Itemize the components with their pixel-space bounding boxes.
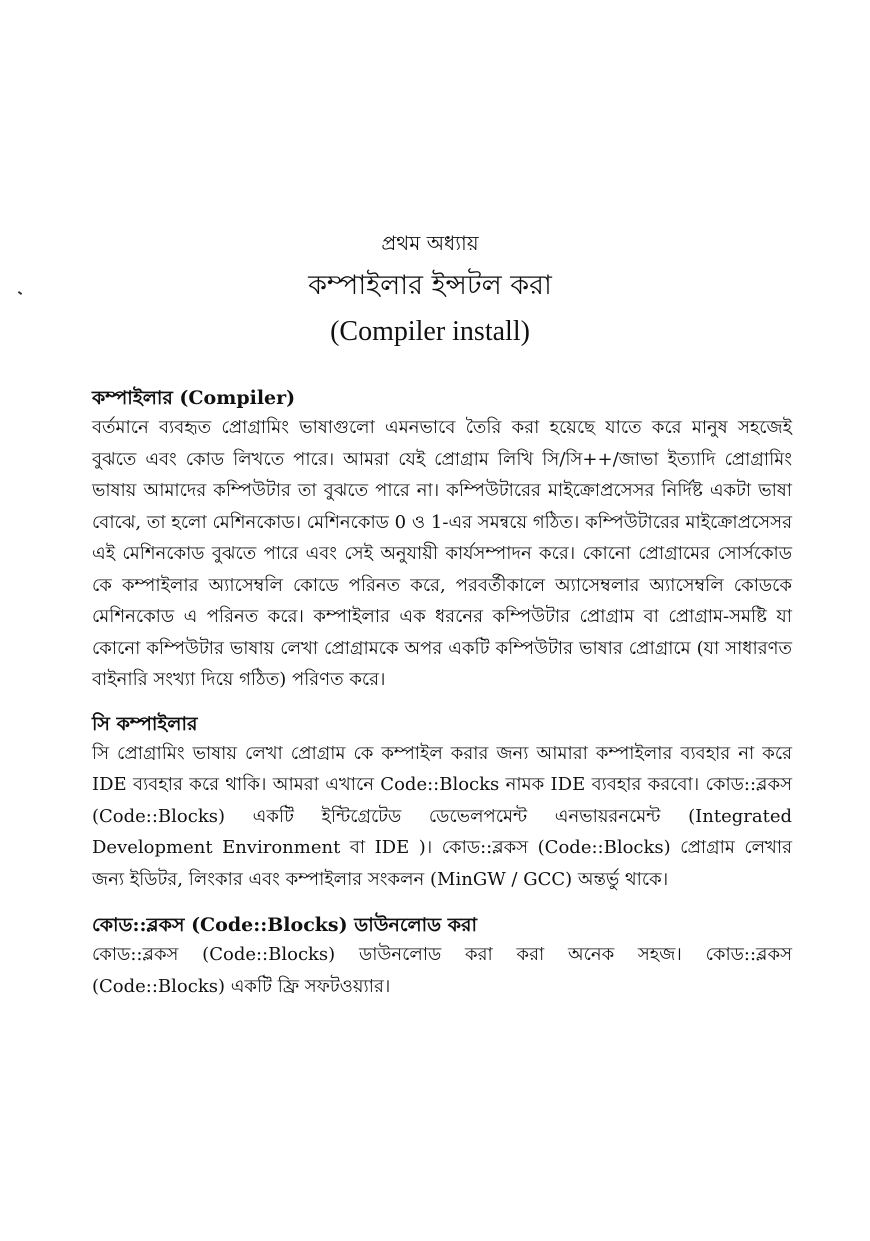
section-heading-c-compiler: সি কম্পাইলার bbox=[92, 712, 198, 735]
chapter-title-english: (Compiler install) bbox=[330, 316, 530, 347]
section-body-compiler: বর্তমানে ব্যবহৃত প্রোগ্রামিং ভাষাগুলো এমনভাবে তৈরি করা হয়েছে যাতে করে মানুষ সহজেই বুঝতে এবং কোড লিখতে পারে। আমরা যেই প্রোগ্রাম লিখি সি/সি++/জাভা ইত্যাদি প্রোগ্রামিং ভাষায় আমাদের কম্পিউটার তা বুঝতে পারে না। কম্পিউটারের মাইক্রোপ্রসেসর নির্দিষ্ট একটা ভাষা বোঝে, তা হলো মেশিনকোড। মেশিনকোড 0 ও 1-এর সমন্বয়ে গঠিত। কম্পিউটারের মাইক্রোপ্রসেসর এই মেশিনকোড বুঝতে পারে এবং সেই অনুযায়ী কার্যসম্পাদন করে। কোনো প্রোগ্রামের সোর্সকোড কে কম্পাইলার অ্যাসেম্বলি কোডে পরিনত করে, পরবর্তীকালে অ্যাসেম্বলার অ্যাসেম্বলি কোডকে মেশিনকোড এ পরিনত করে। কম্পাইলার এক ধরনের কম্পিউটার প্রোগ্রাম বা প্রোগ্রাম-সমষ্টি যা কোনো কম্পিউটার ভাষায় লেখা প্রোগ্রামকে অপর একটি কম্পিউটার ভাষার প্রোগ্রামে (যা সাধারণত বাইনারি সংখ্যা দিয়ে গঠিত) পরিণত করে। bbox=[92, 417, 792, 690]
section-gap bbox=[92, 696, 792, 710]
scan-speck bbox=[18, 291, 22, 295]
chapter-label: প্রথম অধ্যায় bbox=[381, 231, 479, 255]
section-body-codeblocks-download: কোড::ব্লকস (Code::Blocks) ডাউনলোড করা করা অনেক সহজ। কোড::ব্লকস (Code::Blocks) একটি ফ্রি সফটওয়্যার। bbox=[92, 944, 792, 997]
content-body bbox=[92, 384, 792, 1002]
section-heading-compiler: কম্পাইলার (Compiler) bbox=[92, 387, 296, 409]
section-body-c-compiler: সি প্রোগ্রামিং ভাষায় লেখা প্রোগ্রাম কে কম্পাইল করার জন্য আমারা কম্পাইলার ব্যবহার না করে IDE ব্যবহার করে থাকি। আমরা এখানে Code::Blocks নামক IDE ব্যবহার করবো। কোড::ব্লকস (Code::Blocks) একটি ইন্টিগ্রেটেড ডেভেলপমেন্ট এনভায়রনমেন্ট (Integrated Development Environment বা IDE )। কোড::ব্লকস (Code::Blocks) প্রোগ্রাম লেখার জন্য ইডিটর, লিংকার এবং কম্পাইলার সংকলন (MinGW / GCC) অন্তর্ভু থাকে। bbox=[92, 742, 792, 890]
section-heading-codeblocks-download: কোড::ব্লকস (Code::Blocks) ডাউনলোড করা bbox=[92, 914, 478, 936]
chapter-title: কম্পাইলার ইন্সটল করা bbox=[308, 270, 552, 301]
section-gap bbox=[92, 895, 792, 911]
